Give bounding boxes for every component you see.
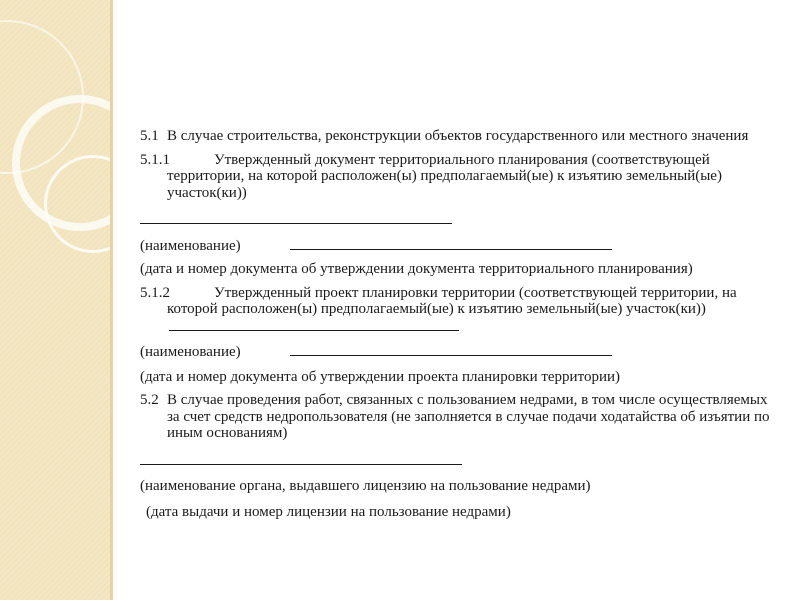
- section-text: Утвержденный проект планировки территории (соответствующей территории, на которой расположен(ы) предполагаемый(ые) к изъятию земельный(ые) участок(ки)): [167, 284, 737, 317]
- name-input-line[interactable]: [290, 237, 612, 250]
- date-label-2: (дата и номер документа об утверждении проекта планировки территории): [140, 368, 620, 385]
- section-5-1-1: [140, 152, 780, 202]
- section-text: В случае проведения работ, связанных с пользованием недрами, в том числе осуществляемых за счет средств недропользователя (не заполняется в случае подачи ходатайства об изъятии по иным основаниям): [167, 392, 770, 441]
- section-number: 5.2: [140, 392, 159, 408]
- decorative-ring: [44, 155, 142, 253]
- document-body: [140, 128, 780, 520]
- side-panel-edge: [110, 0, 113, 600]
- license-date-label: (дата выдачи и номер лицензии на пользование недрами): [146, 503, 511, 520]
- name-field-row: [140, 343, 780, 361]
- section-number: 5.1.2: [140, 284, 170, 301]
- blank-line-field[interactable]: [140, 452, 780, 470]
- section-5-1: [140, 128, 780, 145]
- section-text: Утвержденный документ территориального планирования (соответствующей территории, на которой расположен(ы) предполагаемый(ые) к изъятию земельный(ые) участок(ки)): [167, 151, 722, 201]
- date-label-1: (дата и номер документа об утверждении документа территориального планирования): [140, 261, 693, 277]
- decorative-side-panel: [0, 0, 110, 600]
- section-number: 5.1: [140, 128, 159, 144]
- section-number: 5.1.1: [140, 151, 170, 168]
- name-field-row: [140, 237, 780, 255]
- section-5-1-2: [140, 285, 780, 336]
- section-5-2: [140, 392, 780, 442]
- license-org-label: (наименование органа, выдавшего лицензию на пользование недрами): [140, 478, 591, 494]
- section-text: В случае строительства, реконструкции объектов государственного или местного значения: [167, 128, 749, 144]
- name-label: (наименование): [140, 344, 241, 360]
- inline-input-line[interactable]: [169, 318, 459, 331]
- name-input-line[interactable]: [290, 343, 612, 356]
- name-label: (наименование): [140, 237, 241, 254]
- blank-line-field[interactable]: [140, 211, 780, 229]
